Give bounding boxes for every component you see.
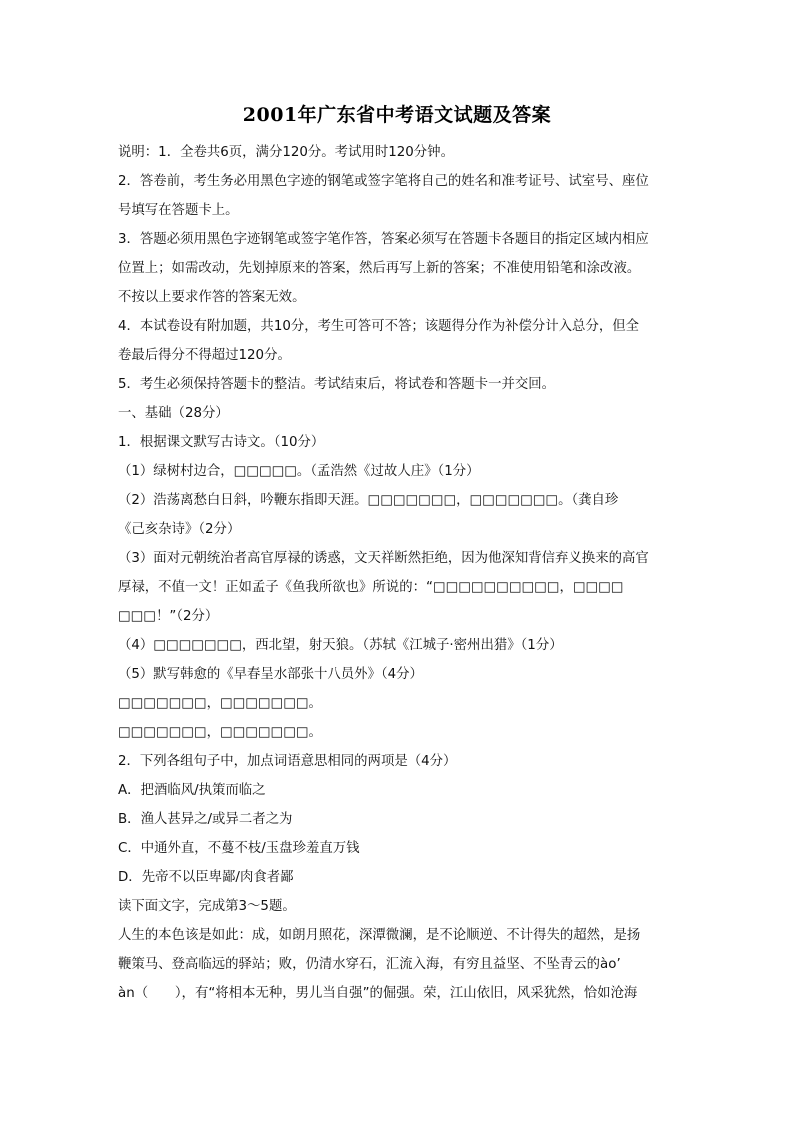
question-line: （1）绿树村边合，□□□□□。（孟浩然《过故人庄》（1分） (118, 464, 480, 479)
question-line: 《己亥杂诗》（2分） (118, 522, 241, 537)
instructions-line: 说明：1．全卷共6页，满分120分。考试用时120分钟。 (118, 145, 454, 160)
section-heading: 一、基础（28分） (118, 406, 229, 421)
option-line: D．先帝不以臣卑鄙/肉食者鄙 (118, 870, 294, 885)
passage-line: 人生的本色该是如此：成，如朗月照花，深潭微澜，是不论顺逆、不计得失的超然，是扬 (118, 928, 641, 943)
question-line: （5）默写韩愈的《早春呈水部张十八员外》（4分） (118, 667, 423, 682)
question-line: □□□！”（2分） (118, 609, 219, 624)
question-line: （3）面对元朝统治者高官厚禄的诱惑，文天祥断然拒绝，因为他深知背信弃义换来的高官 (118, 551, 649, 566)
passage-line: 鞭策马、登高临远的驿站；败，仍清水穿石，汇流入海，有穷且益坚、不坠青云的ào’ (118, 957, 621, 972)
question-line: （4）□□□□□□□，西北望，射天狼。（苏轼《江城子·密州出猎》（1分） (118, 638, 563, 653)
option-line: C．中通外直，不蔓不枝/玉盘珍羞直万钱 (118, 841, 360, 856)
instructions-line: 号填写在答题卡上。 (118, 203, 239, 218)
answer-blank-line: □□□□□□□，□□□□□□□。 (118, 725, 322, 740)
option-line: B．渔人甚异之/或异二者之为 (118, 812, 293, 827)
page-title: 2001年广东省中考语文试题及答案 (242, 104, 552, 126)
question-line: 厚禄，不值一文！正如孟子《鱼我所欲也》所说的：“□□□□□□□□□□，□□□□ (118, 580, 624, 595)
instructions-line: 2．答卷前，考生务必用黑色字迹的钢笔或签字笔将自己的姓名和准考证号、试室号、座位 (118, 174, 649, 189)
instructions-line: 3．答题必须用黑色字迹钢笔或签字笔作答，答案必须写在答题卡各题目的指定区域内相应 (118, 232, 649, 247)
question-line: 1．根据课文默写古诗文。（10分） (118, 435, 325, 450)
question-line: （2）浩荡离愁白日斜，吟鞭东指即天涯。□□□□□□□，□□□□□□□。（龚自珍 (118, 493, 619, 508)
answer-blank-line: □□□□□□□，□□□□□□□。 (118, 696, 322, 711)
reading-instruction: 读下面文字，完成第3～5题。 (118, 899, 296, 914)
document-body (118, 138, 678, 1008)
instructions-line: 位置上；如需改动，先划掉原来的答案，然后再写上新的答案；不准使用铅笔和涂改液。 (118, 261, 641, 276)
passage-line: àn（ ），有“将相本无种，男儿当自强”的倔强。荣，江山依旧，风采犹然，恰如沧海 (118, 986, 638, 1001)
question-line: 2．下列各组句子中，加点词语意思相同的两项是（4分） (118, 754, 457, 769)
instructions-line: 5．考生必须保持答题卡的整洁。考试结束后，将试卷和答题卡一并交回。 (118, 377, 556, 392)
instructions-line: 不按以上要求作答的答案无效。 (118, 290, 306, 305)
instructions-line: 4．本试卷设有附加题，共10分，考生可答可不答；该题得分作为补偿分计入总分，但全 (118, 319, 640, 334)
instructions-line: 卷最后得分不得超过120分。 (118, 348, 291, 363)
option-line: A．把酒临风/执策而临之 (118, 783, 266, 798)
